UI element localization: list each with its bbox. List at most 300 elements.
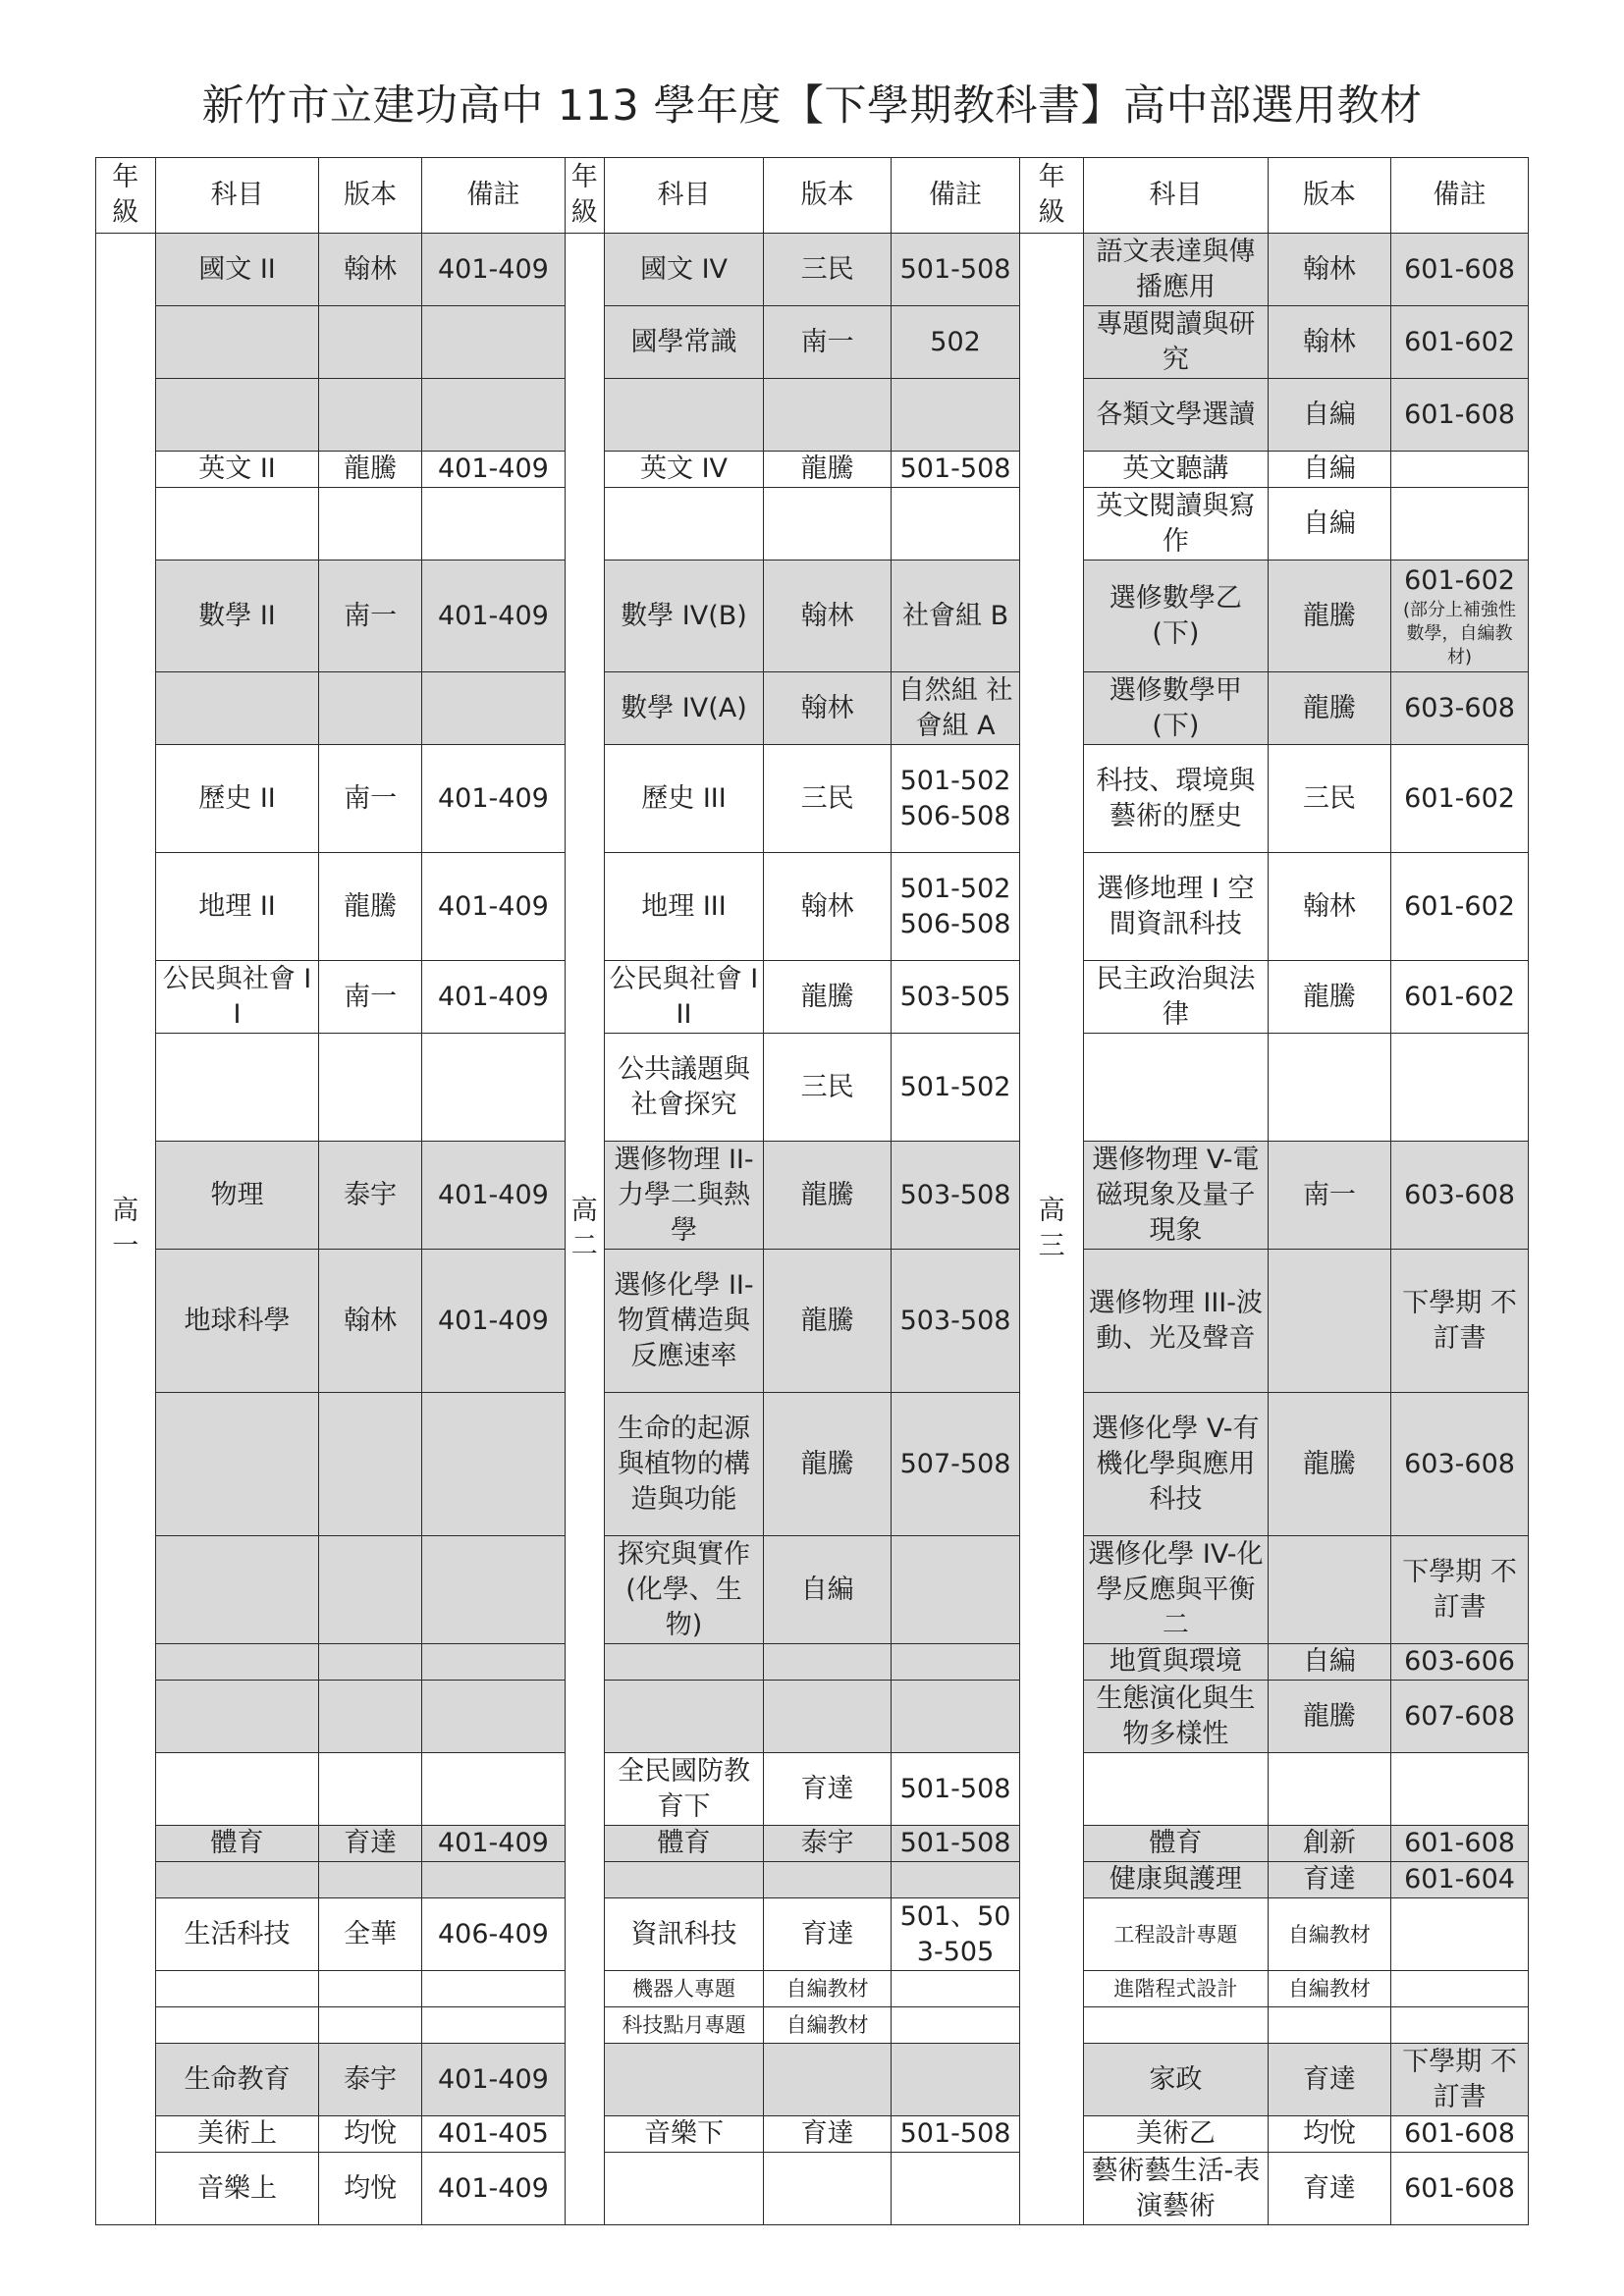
edition-text: 南一	[1302, 1179, 1356, 1210]
note-cell	[1391, 1393, 1529, 1536]
note-cell	[421, 1142, 565, 1250]
subject-text: 科技、環境與藝術的歷史	[1096, 765, 1256, 831]
subject-cell	[604, 1826, 764, 1862]
table-row	[96, 2116, 1529, 2153]
note-cell	[421, 2007, 565, 2044]
subject-cell	[155, 1753, 319, 1826]
note-text: 401-409	[437, 2063, 549, 2095]
note-cell	[891, 452, 1019, 488]
subject-text: 民主政治與法律	[1096, 963, 1256, 1030]
note-cell	[1391, 488, 1529, 561]
edition-text: 翰林	[1302, 326, 1356, 357]
subject-text: 專題閱讀與研究	[1096, 308, 1256, 375]
note-text: 401-409	[437, 1179, 549, 1210]
subject-text: 體育	[1149, 1828, 1203, 1858]
edition-cell	[319, 1862, 421, 1898]
subject-text: 選修化學 II-物質構造與反應速率	[614, 1269, 754, 1371]
note-cell	[421, 1034, 565, 1142]
subject-cell	[604, 234, 764, 306]
grade-header: 年級	[96, 158, 156, 234]
edition-cell	[319, 1644, 421, 1681]
note-cell	[421, 2116, 565, 2153]
textbook-table	[95, 157, 1529, 2225]
note-text: 406-409	[437, 1918, 549, 1949]
edition-cell	[319, 1142, 421, 1250]
note-cell	[891, 1536, 1019, 1644]
note-cell	[421, 2044, 565, 2116]
subject-cell	[1083, 2044, 1268, 2116]
edition-text: 自編教材	[1287, 1922, 1371, 1947]
subject-cell	[155, 2044, 319, 2116]
edition-cell	[764, 1681, 891, 1753]
edition-cell	[319, 452, 421, 488]
edition-cell	[764, 379, 891, 452]
edition-cell	[764, 561, 891, 672]
note-cell	[421, 234, 565, 306]
subject-cell	[1083, 452, 1268, 488]
edition-cell	[1268, 1753, 1390, 1826]
subject-cell	[604, 1142, 764, 1250]
table-row	[96, 1393, 1529, 1536]
edition-cell	[319, 2044, 421, 2116]
subject-text: 生命的起源與植物的構造與功能	[617, 1413, 750, 1515]
subject-text: 公共議題與社會探究	[617, 1053, 750, 1120]
subject-cell	[604, 672, 764, 745]
subject-text: 生態演化與生物多樣性	[1096, 1682, 1256, 1749]
document-title: 新竹市立建功高中 113 學年度【下學期教科書】高中部選用教材	[201, 81, 1423, 131]
edition-text: 自編教材	[785, 1977, 869, 2001]
edition-text: 育達	[1302, 2172, 1356, 2204]
table-row	[96, 1034, 1529, 1142]
note-header: 備註	[1391, 158, 1529, 234]
note-cell	[891, 1971, 1019, 2007]
subject-cell	[1083, 488, 1268, 561]
edition-cell	[764, 745, 891, 853]
edition-cell	[764, 2007, 891, 2044]
table-body	[96, 234, 1529, 2225]
subject-text: 體育	[210, 1828, 264, 1858]
table-row	[96, 379, 1529, 452]
edition-cell	[319, 1898, 421, 1971]
note-cell	[891, 1034, 1019, 1142]
note-cell	[421, 2153, 565, 2225]
subject-cell	[604, 2153, 764, 2225]
subject-cell	[155, 1142, 319, 1250]
subject-cell	[1083, 234, 1268, 306]
subject-cell	[155, 1862, 319, 1898]
subject-text: 物理	[210, 1179, 264, 1210]
note-cell	[1391, 672, 1529, 745]
subject-text: 地理 III	[641, 890, 727, 922]
edition-text: 南一	[344, 782, 398, 814]
note-text: 401-409	[437, 1828, 549, 1858]
note-cell	[1391, 1142, 1529, 1250]
subject-cell	[1083, 1898, 1268, 1971]
subject-cell	[1083, 1034, 1268, 1142]
edition-text: 均悅	[344, 2118, 398, 2149]
edition-cell	[764, 853, 891, 961]
edition-cell	[319, 234, 421, 306]
subject-text: 工程設計專題	[1113, 1922, 1238, 1947]
subject-cell	[155, 961, 319, 1034]
subject-header: 科目	[604, 158, 764, 234]
note-cell	[891, 2153, 1019, 2225]
subject-cell	[604, 1034, 764, 1142]
note-text: 401-409	[437, 1305, 549, 1336]
note-cell	[891, 745, 1019, 853]
subject-cell	[1083, 1644, 1268, 1681]
subject-cell	[604, 1681, 764, 1753]
subject-cell	[155, 1250, 319, 1393]
edition-text: 三民	[1302, 782, 1356, 814]
edition-cell	[319, 745, 421, 853]
table-header-row	[96, 158, 1529, 234]
note-cell	[1391, 1034, 1529, 1142]
edition-text: 均悅	[344, 2172, 398, 2204]
subject-cell	[604, 2116, 764, 2153]
subject-text: 選修物理 V-電磁現象及量子現象	[1092, 1144, 1260, 1246]
subject-cell	[155, 488, 319, 561]
note-text: 507-508	[899, 1448, 1011, 1479]
subject-cell	[155, 1393, 319, 1536]
edition-cell	[1268, 1971, 1390, 2007]
note-cell	[1391, 961, 1529, 1034]
note-cell	[891, 2116, 1019, 2153]
subject-text: 選修化學 V-有機化學與應用科技	[1092, 1413, 1260, 1515]
note-cell	[891, 561, 1019, 672]
subject-cell	[155, 1681, 319, 1753]
note-text: 601-602	[1404, 326, 1515, 357]
note-cell	[421, 672, 565, 745]
grade-label: 高一	[112, 1196, 139, 1261]
edition-cell	[764, 234, 891, 306]
subject-cell	[155, 1644, 319, 1681]
note-text: 501-502	[899, 1071, 1011, 1102]
subject-cell	[1083, 306, 1268, 379]
edition-text: 育達	[800, 2118, 854, 2149]
subject-text: 英文 IV	[639, 454, 728, 484]
subject-text: 地理 II	[198, 890, 276, 922]
edition-text: 翰林	[800, 890, 854, 922]
subject-cell	[1083, 745, 1268, 853]
note-cell	[891, 961, 1019, 1034]
subject-cell	[1083, 1142, 1268, 1250]
edition-cell	[319, 1826, 421, 1862]
note-cell	[421, 561, 565, 672]
note-text: 401-409	[437, 600, 549, 631]
subject-cell	[1083, 1753, 1268, 1826]
edition-text: 三民	[800, 253, 854, 285]
subject-cell	[155, 672, 319, 745]
edition-cell	[764, 1862, 891, 1898]
note-text: 501-508	[899, 2118, 1011, 2149]
subject-text: 藝術藝生活-表演藝術	[1091, 2155, 1261, 2221]
edition-text: 三民	[800, 1071, 854, 1102]
edition-text: 龍騰	[344, 454, 398, 484]
note-text: 401-409	[437, 782, 549, 814]
table-row	[96, 853, 1529, 961]
edition-cell	[1268, 561, 1390, 672]
subject-cell	[1083, 961, 1268, 1034]
subject-text: 數學 II	[198, 600, 276, 631]
edition-cell	[1268, 745, 1390, 853]
subject-text: 選修物理 III-波動、光及聲音	[1088, 1287, 1264, 1354]
subject-text: 地球科學	[184, 1305, 291, 1336]
subject-cell	[155, 1971, 319, 2007]
note-text: 501-502 506-508	[899, 873, 1011, 939]
edition-cell	[319, 1753, 421, 1826]
subject-cell	[155, 306, 319, 379]
subject-cell	[604, 2007, 764, 2044]
edition-text: 龍騰	[800, 1448, 854, 1479]
subject-text: 數學 IV(A)	[621, 692, 747, 723]
edition-cell	[319, 961, 421, 1034]
note-text: 503-508	[899, 1305, 1011, 1336]
note-cell	[1391, 1753, 1529, 1826]
note-text: 503-508	[899, 1179, 1011, 1210]
note-cell	[421, 306, 565, 379]
edition-cell	[319, 2153, 421, 2225]
note-cell	[891, 1898, 1019, 1971]
subject-text: 生命教育	[184, 2063, 291, 2095]
edition-cell	[1268, 1644, 1390, 1681]
table-row	[96, 2153, 1529, 2225]
note-cell	[891, 1644, 1019, 1681]
note-text: 601-608	[1404, 1828, 1515, 1858]
subject-cell	[604, 1971, 764, 2007]
note-text: 601-602	[1404, 782, 1515, 814]
subject-cell	[1083, 1681, 1268, 1753]
subject-cell	[155, 1826, 319, 1862]
note-cell	[421, 488, 565, 561]
table-row	[96, 1971, 1529, 2007]
subject-text: 選修地理 I 空間資訊科技	[1097, 873, 1255, 939]
subject-cell	[604, 1753, 764, 1826]
edition-text: 泰宇	[344, 1179, 398, 1210]
note-text: 自然組 社會組 A	[897, 674, 1013, 741]
subject-text: 美術乙	[1135, 2118, 1216, 2149]
subject-text: 歷史 II	[198, 782, 276, 814]
subject-cell	[604, 745, 764, 853]
edition-cell	[1268, 1681, 1390, 1753]
subject-cell	[604, 1250, 764, 1393]
subject-text: 資訊科技	[630, 1918, 737, 1949]
subject-text: 機器人專題	[631, 1977, 735, 2001]
edition-text: 龍騰	[800, 1305, 854, 1336]
edition-text: 翰林	[344, 253, 398, 285]
subject-cell	[1083, 1971, 1268, 2007]
edition-cell	[1268, 234, 1390, 306]
note-text: 401-409	[437, 253, 549, 285]
note-cell	[891, 234, 1019, 306]
table-row	[96, 1862, 1529, 1898]
subject-cell	[155, 2007, 319, 2044]
subject-cell	[604, 1862, 764, 1898]
edition-text: 育達	[1302, 1864, 1356, 1895]
table-row	[96, 1898, 1529, 1971]
subject-cell	[604, 2044, 764, 2116]
note-cell	[891, 1681, 1019, 1753]
note-text: 601-608	[1404, 2118, 1515, 2149]
subject-cell	[604, 452, 764, 488]
subject-text: 國學常識	[630, 326, 737, 357]
edition-text: 龍騰	[800, 981, 854, 1012]
subject-cell	[604, 488, 764, 561]
subject-text: 音樂下	[643, 2118, 724, 2149]
subject-text: 各類文學選讀	[1096, 399, 1256, 430]
edition-text: 育達	[1302, 2063, 1356, 2095]
note-cell	[1391, 561, 1529, 672]
edition-cell	[764, 1753, 891, 1826]
table-row	[96, 488, 1529, 561]
grade-cell-g3	[1020, 234, 1084, 2225]
note-subtext: (部分上補強性數學，自編教材)	[1403, 599, 1517, 667]
note-cell	[891, 2044, 1019, 2116]
note-cell	[421, 853, 565, 961]
note-text: 603-606	[1404, 1646, 1515, 1677]
subject-cell	[604, 1393, 764, 1536]
subject-text: 英文閱讀與寫作	[1096, 490, 1256, 557]
edition-text: 翰林	[344, 1305, 398, 1336]
edition-cell	[1268, 672, 1390, 745]
note-cell	[421, 1898, 565, 1971]
edition-text: 自編教材	[1287, 1977, 1371, 2001]
edition-cell	[1268, 2116, 1390, 2153]
subject-cell	[1083, 561, 1268, 672]
edition-cell	[319, 488, 421, 561]
edition-cell	[319, 306, 421, 379]
edition-cell	[764, 1644, 891, 1681]
edition-cell	[319, 1971, 421, 2007]
edition-text: 翰林	[1302, 253, 1356, 285]
edition-text: 翰林	[1302, 890, 1356, 922]
edition-cell	[1268, 2044, 1390, 2116]
subject-cell	[1083, 672, 1268, 745]
subject-text: 地質與環境	[1109, 1646, 1242, 1677]
note-cell	[421, 379, 565, 452]
subject-cell	[155, 853, 319, 961]
edition-cell	[1268, 1250, 1390, 1393]
note-text: 401-409	[437, 890, 549, 922]
subject-text: 家政	[1149, 2063, 1203, 2095]
edition-cell	[319, 2116, 421, 2153]
subject-text: 數學 IV(B)	[621, 600, 747, 631]
subject-text: 歷史 III	[641, 782, 727, 814]
subject-cell	[155, 1536, 319, 1644]
subject-text: 音樂上	[197, 2172, 277, 2204]
note-text: 下學期 不訂書	[1402, 1556, 1517, 1623]
subject-cell	[1083, 2007, 1268, 2044]
edition-cell	[319, 561, 421, 672]
note-text: 501-508	[899, 454, 1011, 484]
edition-cell	[1268, 2153, 1390, 2225]
edition-cell	[764, 1898, 891, 1971]
subject-cell	[1083, 2153, 1268, 2225]
edition-cell	[764, 1250, 891, 1393]
note-cell	[1391, 1826, 1529, 1862]
edition-text: 翰林	[800, 692, 854, 723]
note-cell	[421, 961, 565, 1034]
edition-text: 自編	[1302, 454, 1356, 484]
note-text: 601-602	[1404, 890, 1515, 922]
edition-cell	[319, 1681, 421, 1753]
edition-text: 龍騰	[344, 890, 398, 922]
note-text: 401-409	[437, 981, 549, 1012]
edition-cell	[1268, 1898, 1390, 1971]
subject-cell	[155, 745, 319, 853]
note-cell	[1391, 452, 1529, 488]
edition-cell	[1268, 379, 1390, 452]
note-cell	[891, 1250, 1019, 1393]
edition-cell	[319, 1034, 421, 1142]
subject-cell	[604, 306, 764, 379]
edition-text: 自編	[1302, 1646, 1356, 1677]
subject-text: 公民與社會 II	[162, 963, 312, 1030]
note-cell	[421, 1753, 565, 1826]
subject-text: 選修數學甲(下)	[1109, 674, 1242, 741]
subject-cell	[604, 561, 764, 672]
edition-cell	[764, 1393, 891, 1536]
note-text: 501-502 506-508	[899, 765, 1011, 831]
subject-cell	[1083, 853, 1268, 961]
edition-cell	[764, 1826, 891, 1862]
edition-text: 龍騰	[800, 1179, 854, 1210]
note-cell	[421, 1250, 565, 1393]
edition-text: 自編	[1302, 507, 1356, 539]
note-text: 601-608	[1404, 253, 1515, 285]
note-cell	[421, 1644, 565, 1681]
edition-cell	[1268, 2007, 1390, 2044]
subject-cell	[1083, 2116, 1268, 2153]
note-cell	[421, 1536, 565, 1644]
note-cell	[1391, 1644, 1529, 1681]
edition-cell	[319, 2007, 421, 2044]
edition-text: 泰宇	[800, 1828, 854, 1858]
note-text: 603-608	[1404, 692, 1515, 723]
edition-cell	[1268, 853, 1390, 961]
note-cell	[1391, 2007, 1529, 2044]
edition-cell	[764, 2116, 891, 2153]
note-text: 社會組 B	[901, 600, 1009, 631]
edition-text: 均悅	[1302, 2118, 1356, 2149]
grade-cell-g1	[96, 234, 156, 2225]
grade-label: 高三	[1038, 1196, 1065, 1261]
note-cell	[1391, 1898, 1529, 1971]
note-cell	[891, 1393, 1019, 1536]
subject-cell	[155, 2153, 319, 2225]
subject-cell	[155, 452, 319, 488]
note-cell	[1391, 234, 1529, 306]
subject-text: 美術上	[197, 2118, 277, 2149]
note-cell	[1391, 306, 1529, 379]
edition-text: 創新	[1302, 1828, 1356, 1858]
subject-cell	[155, 1034, 319, 1142]
subject-text: 語文表達與傳播應用	[1096, 236, 1256, 302]
note-text: 601-604	[1404, 1864, 1515, 1895]
subject-cell	[155, 379, 319, 452]
edition-text: 南一	[344, 600, 398, 631]
edition-cell	[319, 1393, 421, 1536]
subject-cell	[604, 853, 764, 961]
note-cell	[1391, 1681, 1529, 1753]
note-cell	[891, 1826, 1019, 1862]
note-cell	[891, 672, 1019, 745]
note-header: 備註	[421, 158, 565, 234]
subject-cell	[1083, 1536, 1268, 1644]
note-cell	[891, 1862, 1019, 1898]
note-text: 601-602	[1404, 564, 1515, 596]
table-row	[96, 2007, 1529, 2044]
